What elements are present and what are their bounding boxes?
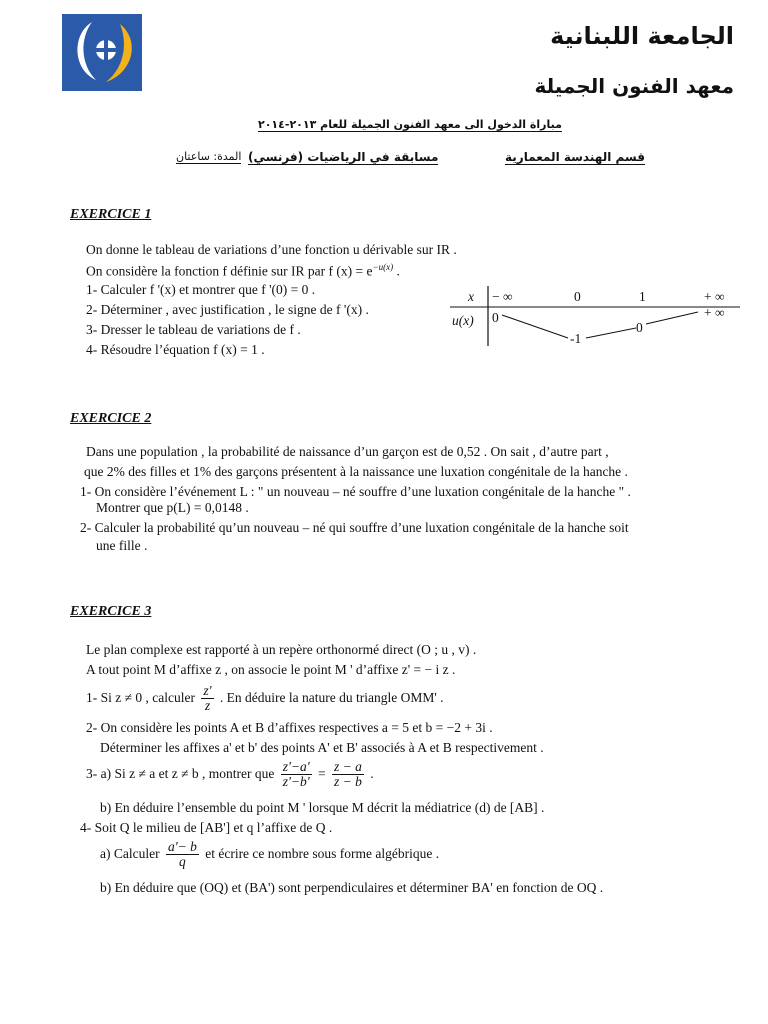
table-u-label: u(x): [452, 313, 474, 328]
fraction-a-prime-minus-b-over-q: [166, 840, 199, 869]
exam-subject: مسابقة في الرياضيات (فرنسي): [248, 150, 439, 164]
ex3-q1-text: 1- Si z ≠ 0 , calculer: [86, 689, 195, 705]
fraction-numerator: z'−a': [282, 759, 310, 774]
fraction-numerator: a'− b: [167, 839, 197, 854]
fraction-denominator: z'−b': [282, 774, 310, 790]
table-x-label: x: [468, 289, 474, 304]
fraction-right: [332, 760, 364, 789]
ex3-q3a-end: .: [370, 765, 374, 781]
ex2-question-2: 2- Calculer la probabilité qu’un nouveau – né qui souffre d’une luxation congénitale de la hanche soit: [80, 520, 629, 535]
institute-name: معهد الفنون الجميلة: [534, 74, 734, 98]
ex3-q4a-end: et écrire ce nombre sous forme algébrique .: [205, 845, 440, 861]
ex3-q4a-text: a) Calculer: [100, 845, 160, 861]
fraction-left: [281, 760, 312, 789]
table-x-value: − ∞: [492, 289, 513, 304]
fraction-numerator: z': [203, 683, 212, 698]
university-name: الجامعة اللبنانية: [550, 22, 734, 50]
exercise-2-title: EXERCICE 2: [70, 411, 152, 426]
ex3-line-2: A tout point M d’affixe z , on associe le point M ' d’affixe z' = − i z .: [86, 662, 456, 677]
ex1-line-1: On donne le tableau de variations d’une fonction u dérivable sur IR .: [86, 242, 457, 257]
fraction-denominator: z − b: [334, 774, 362, 790]
table-x-value: + ∞: [704, 289, 725, 304]
ex3-q1-end: . En déduire la nature du triangle OMM' .: [219, 689, 444, 705]
ex2-question-1b: Montrer que p(L) = 0,0148 .: [96, 500, 249, 515]
ex1-question-3: 3- Dresser le tableau de variations de f .: [86, 322, 301, 337]
table-u-value: 0: [636, 320, 643, 335]
ex3-question-2b: Déterminer les affixes a' et b' des points A' et B' associés à A et B respectivement .: [100, 740, 544, 755]
ex1-exponent: −u(x): [372, 262, 394, 272]
exam-duration: المدة: ساعتان: [176, 150, 242, 163]
variation-table: [450, 286, 740, 348]
ex2-line-1: Dans une population , la probabilité de naissance d’un garçon est de 0,52 . On sait , d’autre part ,: [86, 444, 609, 459]
university-logo: [62, 14, 142, 91]
table-x-value: 0: [574, 289, 581, 304]
ex3-question-2: 2- On considère les points A et B d’affixes respectives a = 5 et b = −2 + 3i .: [86, 720, 493, 735]
ex3-line-1: Le plan complexe est rapporté à un repère orthonormé direct (O ; u , v) .: [86, 642, 477, 657]
exercise-3-title: EXERCICE 3: [70, 604, 152, 619]
ex3-q3a-text: 3- a) Si z ≠ a et z ≠ b , montrer que: [86, 765, 275, 781]
fraction-denominator: z: [204, 698, 211, 714]
ex3-question-4a: [100, 840, 439, 869]
fraction-denominator: q: [179, 854, 186, 870]
ex2-question-1: 1- On considère l’événement L : " un nouveau – né souffre d’une luxation congénitale de la hanche " .: [80, 484, 631, 499]
exercise-1-title: EXERCICE 1: [70, 207, 152, 222]
table-u-value: 0: [492, 310, 499, 325]
equals-sign: =: [318, 765, 326, 781]
ex2-line-2: que 2% des filles et 1% des garçons présentent à la naissance une luxation congénitale de la hanche .: [84, 464, 628, 479]
ex1-line-2: [86, 262, 400, 280]
fraction-z-prime-over-z: [201, 684, 213, 713]
ex1-line-2-end: .: [393, 263, 400, 279]
ex3-question-4b: b) En déduire que (OQ) et (BA') sont perpendiculaires et déterminer BA' en fonction de OQ .: [100, 880, 604, 895]
ex2-question-2b: une fille .: [96, 538, 148, 553]
ex1-question-4: 4- Résoudre l’équation f (x) = 1 .: [86, 342, 265, 357]
ex1-question-2: 2- Déterminer , avec justification , le signe de f '(x) .: [86, 302, 369, 317]
department: قسم الهندسة المعمارية: [505, 150, 645, 164]
fraction-numerator: z − a: [334, 759, 362, 774]
ex3-question-3a: [86, 760, 374, 789]
ex3-question-1: [86, 684, 444, 713]
ex1-question-1: 1- Calculer f '(x) et montrer que f '(0) = 0 .: [86, 282, 316, 297]
table-u-value: + ∞: [704, 305, 725, 320]
contest-title: مباراة الدخول الى معهد الفنون الجميلة للعام ٢٠١٣-٢٠١٤: [258, 118, 562, 131]
table-x-value: 1: [639, 289, 646, 304]
ex1-line-2-text: On considère la fonction f définie sur IR par f (x) = e: [86, 263, 373, 279]
table-u-value: -1: [570, 331, 582, 346]
ex3-question-3b: b) En déduire l’ensemble du point M ' lorsque M décrit la médiatrice (d) de [AB] .: [100, 800, 545, 815]
ex3-question-4: 4- Soit Q le milieu de [AB'] et q l’affixe de Q .: [80, 820, 333, 835]
